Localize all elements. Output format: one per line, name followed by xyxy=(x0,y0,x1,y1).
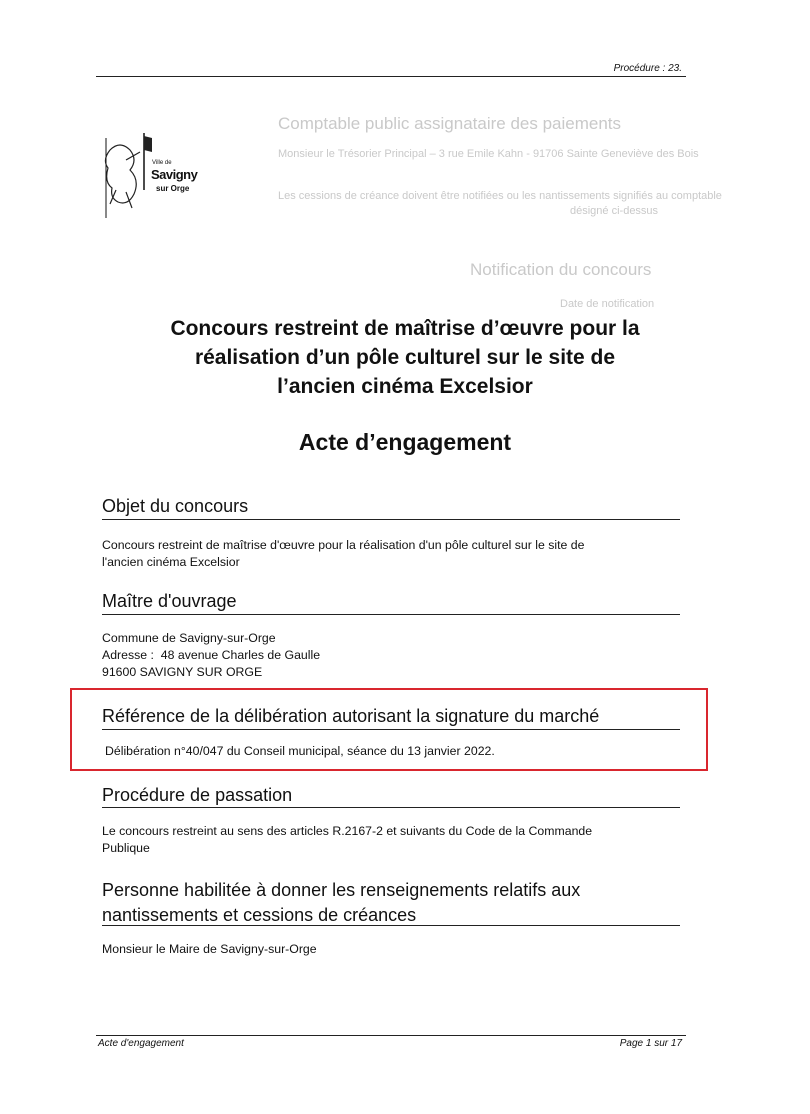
lion-emblem-icon xyxy=(96,130,156,220)
logo-text: sur Orge xyxy=(156,184,190,193)
bleed-text: désigné ci-dessus xyxy=(570,205,659,217)
bleed-heading: Comptable public assignataire des paiements xyxy=(278,114,622,133)
section-heading xyxy=(102,878,580,928)
text-line: Commune de Savigny-sur-Orge xyxy=(102,631,276,645)
section-rule xyxy=(102,614,680,615)
savigny-logo xyxy=(96,130,206,220)
text-line: l'ancien cinéma Excelsior xyxy=(102,555,240,569)
section-rule xyxy=(102,519,680,520)
section-heading: Procédure de passation xyxy=(102,785,293,805)
text-line: Publique xyxy=(102,841,150,855)
logo-text: Ville de xyxy=(152,160,172,166)
bleed-text: Monsieur le Trésorier Principal – 3 rue Emile Kahn - 91706 Sainte Geneviève des Bois xyxy=(278,148,699,160)
bleed-text: Les cessions de créance doivent être notifiées ou les nantissements signifiés au comptable xyxy=(278,190,722,202)
document-title: Concours restreint de maîtrise d’œuvre pour la xyxy=(170,317,640,340)
document-title: l’ancien cinéma Excelsior xyxy=(277,375,533,398)
section-text xyxy=(102,630,320,681)
text-line: Concours restreint de maîtrise d'œuvre pour la réalisation d'un pôle culturel sur le site de xyxy=(102,538,585,552)
section-heading: Objet du concours xyxy=(102,496,249,516)
heading-line: Personne habilitée à donner les renseignements relatifs aux xyxy=(102,880,581,900)
section-rule xyxy=(102,729,680,730)
section-text: Délibération n°40/047 du Conseil municipal, séance du 13 janvier 2022. xyxy=(105,744,495,758)
section-text: Monsieur le Maire de Savigny-sur-Orge xyxy=(102,942,317,956)
header-procedure: Procédure : 23. xyxy=(613,63,682,74)
text-line: Le concours restreint au sens des articles R.2167-2 et suivants du Code de la Commande xyxy=(102,824,593,838)
text-line: Adresse : 48 avenue Charles de Gaulle xyxy=(102,648,321,662)
section-text xyxy=(102,823,592,857)
page-number: Page 1 sur 17 xyxy=(619,1038,682,1049)
footer-rule xyxy=(96,1035,686,1036)
footer-title: Acte d'engagement xyxy=(98,1038,184,1049)
heading-line: nantissements et cessions de créances xyxy=(102,905,417,925)
section-heading: Maître d'ouvrage xyxy=(102,591,237,611)
section-rule xyxy=(102,925,680,926)
document-title: réalisation d’un pôle culturel sur le site de xyxy=(194,346,616,369)
bleed-text: Date de notification xyxy=(560,298,655,310)
logo-text: Savigny xyxy=(151,167,198,182)
bleed-heading: Notification du concours xyxy=(470,260,652,279)
text-line: 91600 SAVIGNY SUR ORGE xyxy=(102,665,263,679)
header-rule xyxy=(96,76,686,77)
document-subtitle: Acte d’engagement xyxy=(298,429,512,455)
section-text xyxy=(102,537,682,571)
section-rule xyxy=(102,807,680,808)
section-heading: Référence de la délibération autorisant la signature du marché xyxy=(102,706,600,726)
